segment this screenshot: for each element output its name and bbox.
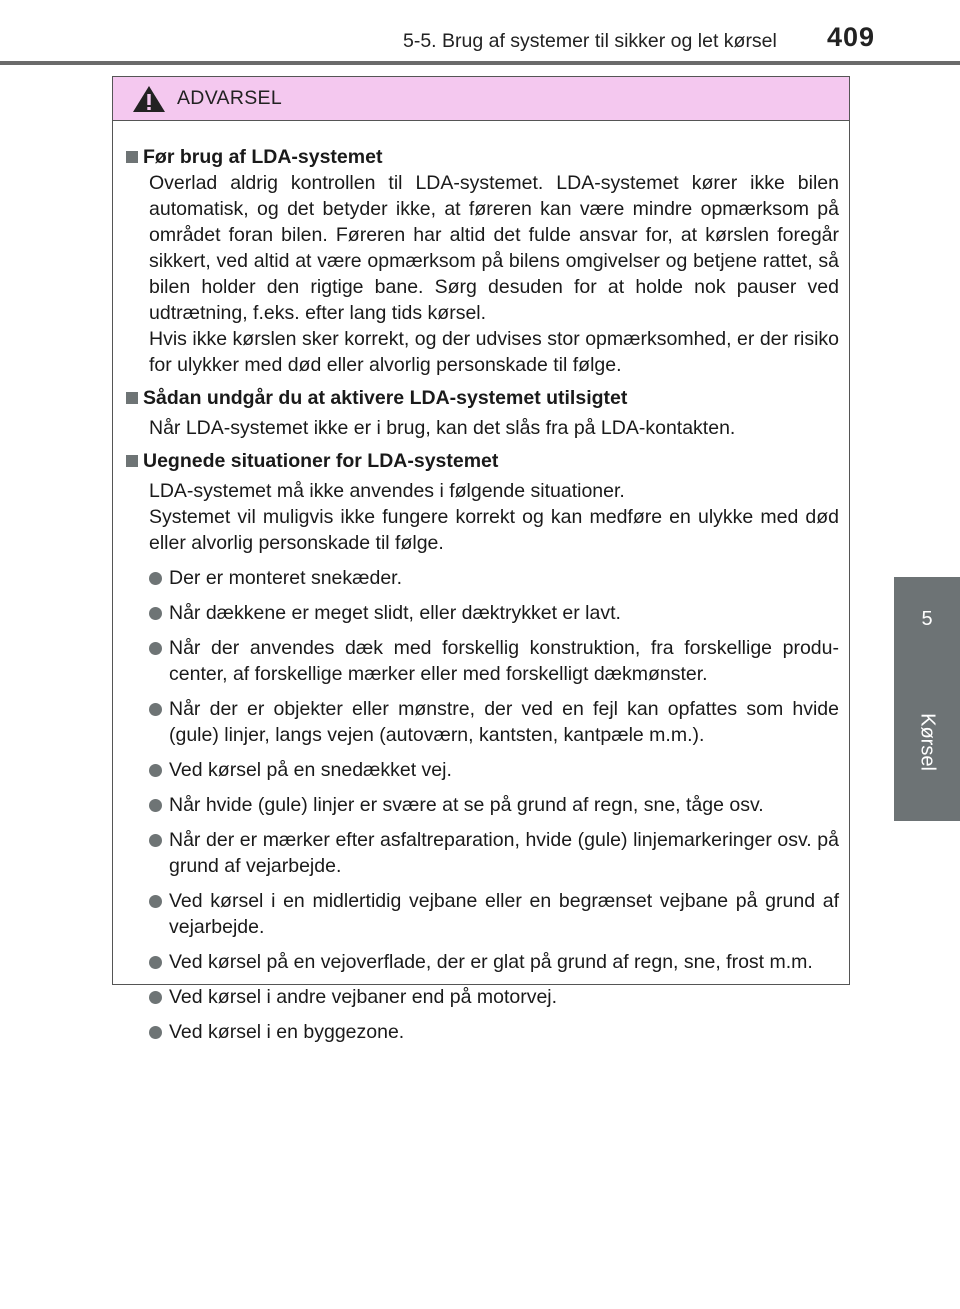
round-bullet-icon [149,956,162,969]
list-item-text: Når dækkene er meget slidt, eller dæktrykket er lavt. [169,602,621,624]
list-item-text: Når der er mærker efter asfaltreparation, hvide (gule) linjemarkeringer osv. på grund af vejarbejde. [169,829,839,877]
round-bullet-icon [149,895,162,908]
section-heading-text: Uegnede situationer for LDA-systemet [143,450,499,472]
square-bullet-icon [126,392,138,404]
round-bullet-icon [149,572,162,585]
section-heading [126,385,839,411]
list-item [149,949,839,975]
section-heading [126,144,839,170]
square-bullet-icon [126,151,138,163]
round-bullet-icon [149,799,162,812]
round-bullet-icon [149,642,162,655]
list-item-text: Når hvide (gule) linjer er svære at se på grund af regn, sne, tåge osv. [169,794,764,816]
paragraph: Overlad aldrig kontrollen til LDA-systemet. LDA-systemet kører ikke bilen automatisk, og det betyder ikke, at føreren kan være mindre opmærksom på området foran bilen. Føreren har altid det fulde ansvar for, at kørslen foregår sikkert, ved altid at være opmærksom på bilens omgivelser og betjene rattet, så bilen holder den rigtige bane. Sørg desuden for at holde nok pauser ved udtrætning, f.eks. efter lang tids kørsel. [149,172,839,324]
list-item [149,565,839,591]
paragraph: Når LDA-systemet ikke er i brug, kan det slås fra på LDA-kontakten. [149,417,736,439]
warning-triangle-icon [131,84,167,114]
list-item [149,827,839,879]
list-item-text: Ved kørsel i en midlertidig vejbane eller en begrænset vejbane på grund af vejarbejde. [169,890,839,938]
square-bullet-icon [126,455,138,467]
list-item-text: Når der er objekter eller mønstre, der ved en fejl kan opfattes som hvide (gule) linjer, langs vejen (autoværn, kantsten, kantpæle m.m.). [169,698,839,746]
paragraph: LDA-systemet må ikke anvendes i følgende situationer. [149,480,625,502]
list-item [149,757,839,783]
list-item-text: Ved kørsel på en snedækket vej. [169,759,452,781]
list-item-text: Ved kørsel i en byggezone. [169,1021,405,1043]
page-number: 409 [827,22,876,52]
round-bullet-icon [149,834,162,847]
list-item-text: Der er monteret snekæder. [169,567,403,589]
chapter-label: Kørsel [916,713,939,771]
round-bullet-icon [149,607,162,620]
section-heading-text: Sådan undgår du at aktivere LDA-systemet utilsigtet [143,387,628,409]
round-bullet-icon [149,764,162,777]
list-item [149,792,839,818]
section-title: 5-5. Brug af systemer til sikker og let kørsel [403,30,777,52]
round-bullet-icon [149,1026,162,1039]
list-item [149,984,839,1010]
list-item [149,696,839,748]
warning-body [113,121,849,1045]
paragraph: Hvis ikke kørslen sker korrekt, og der udvises stor opmærksomhed, er der risiko for ulykker med død eller alvorlig personskade til følge. [149,328,839,376]
list-item [149,635,839,687]
list-item-text: Ved kørsel på en vejoverflade, der er glat på grund af regn, sne, frost m.m. [169,951,813,973]
warning-header [113,77,849,121]
list-item-text: Ved kørsel i andre vejbaner end på motorvej. [169,986,558,1008]
header-divider [0,61,960,65]
section-heading-text: Før brug af LDA-systemet [143,146,383,168]
paragraph: Systemet vil muligvis ikke fungere korrekt og kan medføre en ulykke med død eller alvorlig personskade til følge. [149,506,839,554]
round-bullet-icon [149,703,162,716]
warning-box [112,76,850,1043]
round-bullet-icon [149,991,162,1004]
list-item-text: Når der anvendes dæk med forskellig konstruktion, fra forskellige produ-center, af forskellige mærker eller med forskelligt dækmønster. [169,637,839,685]
warning-title: ADVARSEL [177,87,282,109]
chapter-number: 5 [921,607,933,630]
chapter-tab [894,577,960,661]
list-item [149,600,839,626]
list-item [149,888,839,940]
section-heading [126,448,839,474]
list-item [149,1019,839,1045]
